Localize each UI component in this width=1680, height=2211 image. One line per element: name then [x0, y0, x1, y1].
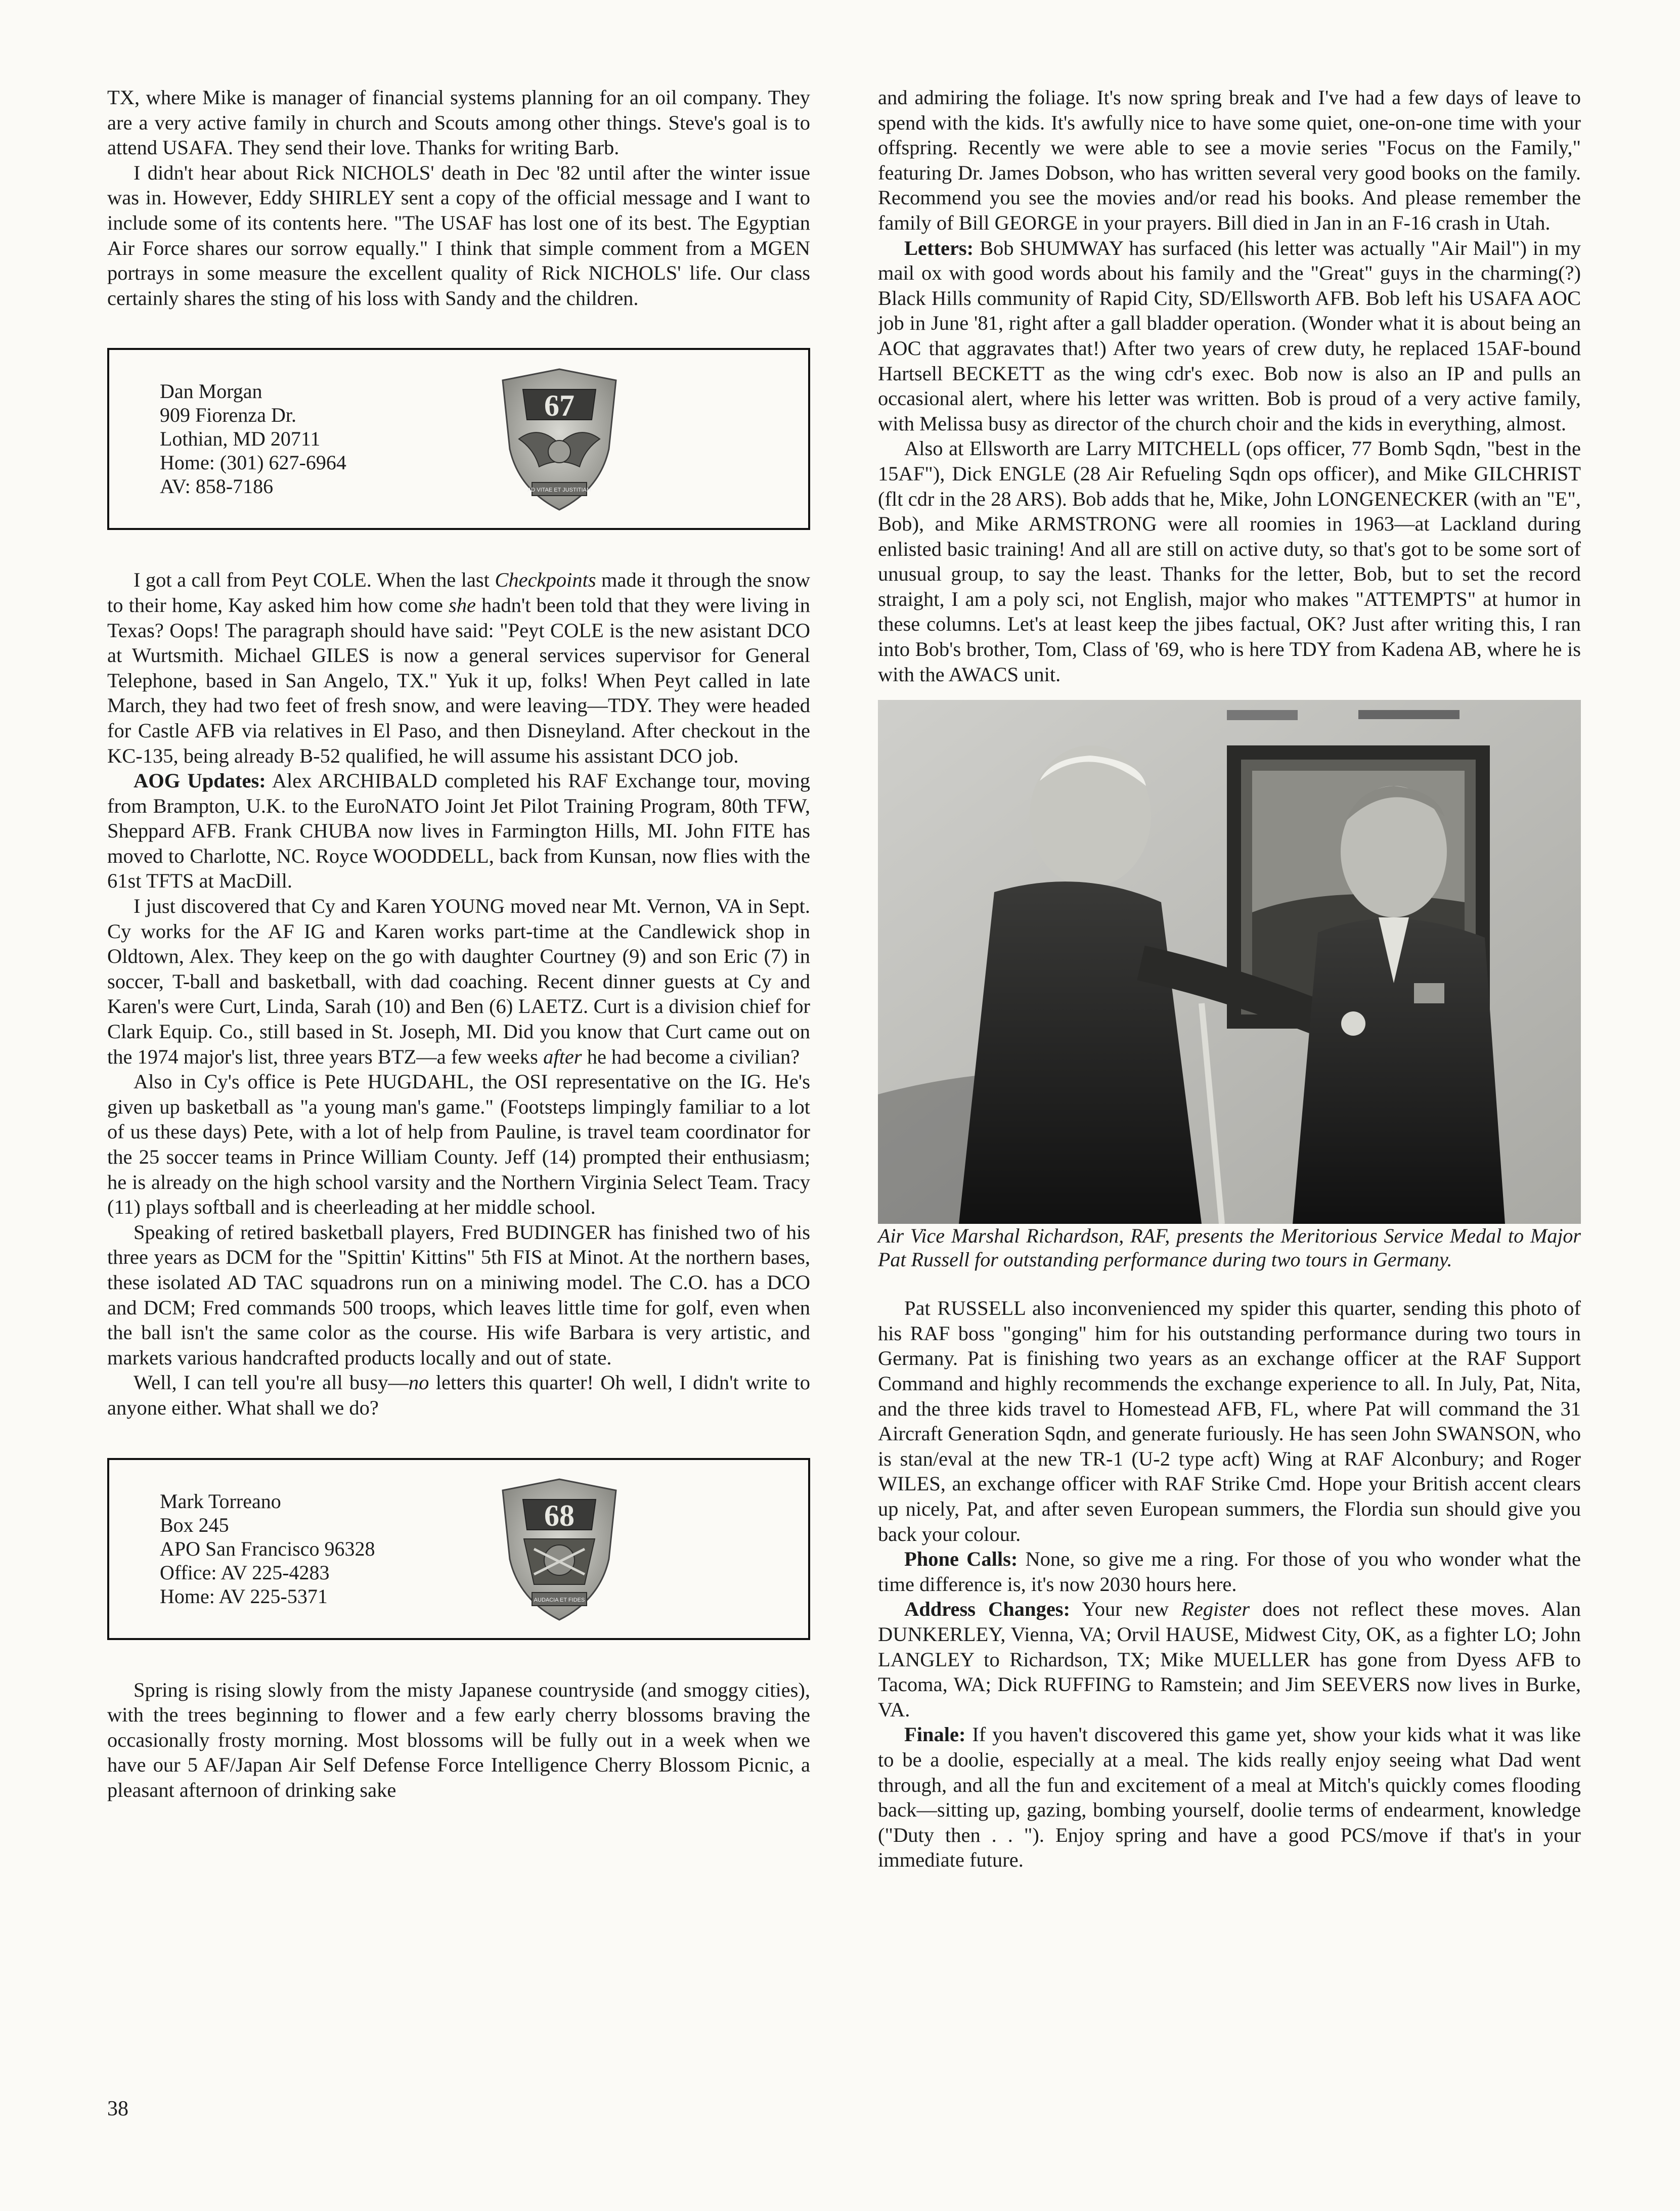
- section-label: AOG Updates:: [134, 769, 266, 792]
- paragraph-address-changes: Address Changes: Your new Register does not reflect these moves. Alan DUNKERLEY, Vienna, VA; Orvil HAUSE, Midwest City, OK, as a fighter LO; John LANGLEY to Richardson, TX; Mike MUELLER has gone from Dyess AFB to Tacoma, WA; Dick RUFFING to Ramstein; and Jim SEEVERS now lives in Burke, VA.: [878, 1598, 1581, 1721]
- paragraph-phone-calls: Phone Calls: None, so give me a ring. For those of you who wonder what the time difference is, it's now 2030 hours here.: [878, 1547, 1581, 1596]
- class-67-crest-icon: [483, 363, 635, 515]
- photo-caption: Air Vice Marshal Richardson, RAF, presents the Meritorious Service Medal to Major Pat Russell for outstanding performance during two tours in Germany.: [878, 1224, 1581, 1271]
- contact-line: Box 245: [160, 1513, 229, 1536]
- section-label: Finale:: [904, 1723, 966, 1746]
- paragraph-young: I just discovered that Cy and Karen YOUNG moved near Mt. Vernon, VA in Sept. Cy works for the AF IG and Karen works part-time at the Candlewick shop in Oldtown, Alex. They keep on the go with daughter Courtney (9) and son Eric (7) in soccer, T-ball and basketball, with dad coaching. Recent dinner guests at Cy and Karen's were Curt, Linda, Sarah (10) and Ben (6) LAETZ. Curt is a division chief for Clark Equip. Co., still based in St. Joseph, MI. Did you know that Curt came out on the 1974 major's list, three years BTZ—a few weeks after he had become a civilian?: [107, 895, 810, 1068]
- right-column: [878, 85, 1581, 1873]
- paragraph-busy: Well, I can tell you're all busy—no letters this quarter! Oh well, I didn't write to anyone either. What shall we do?: [107, 1371, 810, 1419]
- contact-line: Home: AV 225-5371: [160, 1584, 328, 1608]
- contact-line: Office: AV 225-4283: [160, 1561, 330, 1584]
- class-68-crest-icon: [483, 1473, 635, 1625]
- contact-line: Home: (301) 627-6964: [160, 451, 346, 474]
- section-label: Address Changes:: [904, 1598, 1071, 1621]
- paragraph-finale: Finale: If you haven't discovered this game yet, show your kids what it was like to be a doolie, especially at a meal. The kids really enjoy seeing what Dad went through, and all the fun and excitement of a meal at Mitch's quickly comes flooding back—sitting up, gazing, bombing yourself, doolie terms of endearment, knowledge ("Duty then . . "). Enjoy spring and have a good PCS/move if that's in your immediate future.: [878, 1723, 1581, 1872]
- section-label: Phone Calls:: [904, 1547, 1018, 1571]
- paragraph-russell: Pat RUSSELL also inconvenienced my spider this quarter, sending this photo of his RAF boss "gonging" him for his outstanding performance during two tours in Germany. Pat is finishing two years as an exchange officer at the RAF Support Command and highly recommends the exchange experience to all. In July, Pat, Nita, and the three kids travel to Homestead AFB, FL, where Pat will command the 31 Aircraft Generation Sqdn, and generate furiously. He has seen John SWANSON, who is stan/eval at the new TR-1 (U-2 type acft) Wing at RAF Alconbury; and Roger WILES, an exchange officer with RAF Strike Cmd. Hope your British accent clears up nicely, Pat, and after seven European summers, the Flordia sun should give you back your colour.: [878, 1297, 1581, 1545]
- contact-line: 909 Fiorenza Dr.: [160, 404, 296, 427]
- paragraph-aog-updates: AOG Updates: Alex ARCHIBALD completed his RAF Exchange tour, moving from Brampton, U.K. to the EuroNATO Joint Jet Pilot Training Program, 80th TFW, Sheppard AFB. Frank CHUBA now lives in Farmington Hills, MI. John FITE has moved to Charlotte, NC. Royce WOODDELL, back from Kunsan, now flies with the 61st TFTS at MacDill.: [107, 769, 810, 893]
- crest-motto: AD VITAE ET JUSTITIAM: [527, 487, 592, 494]
- contact-line: AV: 858-7186: [160, 475, 274, 498]
- left-column: [107, 85, 810, 1803]
- contact-line: Dan Morgan: [160, 380, 262, 403]
- class-67-contact-box: [107, 348, 810, 530]
- paragraph-ellsworth: Also at Ellsworth are Larry MITCHELL (ops officer, 77 Bomb Sqdn, "best in the 15AF"), Dick ENGLE (28 Air Refueling Sqdn ops officer), and Mike GILCHRIST (flt cdr in the 28 ARS). Bob adds that he, Mike, John LONGENECKER (with an "E", Bob), and Mike ARMSTRONG were all roomies in 1963—at Lackland during enlisted basic training! And all are still on active duty, so that's got to be some sort of unusual group, to say the least. Thanks for the letter, Bob, but to set the record straight, I am a poly sci, not English, major who makes "ATTEMPTS" at humor in these columns. Let's at least keep the jibes factual, OK? Just after writing this, I ran into Bob's brother, Tom, Class of '69, who is here TDY from Kadena AB, where he is with the AWACS unit.: [878, 437, 1581, 686]
- section-label: Letters:: [904, 236, 974, 259]
- medal-ceremony-photo: [878, 700, 1581, 1224]
- paragraph-spring: Spring is rising slowly from the misty Japanese countryside (and smoggy cities), with the trees beginning to flower and a few early cherry blossoms braving the occasionally frosty morning. Most blossoms will be fully out in a week when we have our 5 AF/Japan Air Self Defense Force Intelligence Cherry Blossom Picnic, a pleasant afternoon of drinking sake: [107, 1678, 810, 1801]
- paragraph-hugdahl: Also in Cy's office is Pete HUGDAHL, the OSI representative on the IG. He's given up basketball as "a young man's game." (Footsteps limpingly familiar to a lot of us these days) Pete, with a lot of help from Pauline, is travel team coordinator for the 25 soccer teams in Prince William County. Jeff (14) prompted their enthusiasm; he is already on the high school varsity and the Northern Virginia Select Team. Tracy (11) plays softball and is cheerleading at her middle school.: [107, 1070, 810, 1219]
- paragraph-foliage: and admiring the foliage. It's now spring break and I've had a few days of leave to spend with the kids. It's awfully nice to have some quiet, one-on-one time with your offspring. Recently we were able to see a movie series "Focus on the Family," featuring Dr. James Dobson, who has written several very good books on the family. Recommend you see the movies and/or read his books. And please remember the family of Bill GEORGE in your prayers. Bill died in Jan in an F-16 crash in Utah.: [878, 86, 1581, 234]
- page-number: 38: [107, 2097, 128, 2120]
- paragraph-cole: I got a call from Peyt COLE. When the last Checkpoints made it through the snow to their home, Kay asked him how come she hadn't been told that they were living in Texas? Oops! The paragraph should have said: "Peyt COLE is the new asistant DCO at Wurtsmith. Michael GILES is now a general services supervisor for General Telephone, based in San Angelo, TX." Yuk it up, folks! When Peyt called in late March, they had two feet of fresh snow, and were leaving—TDY. They were headed for Castle AFB via relatives in El Paso, and then Disneyland. After checkout in the KC-135, being already B-52 qualified, he will assume his assistant DCO job.: [107, 568, 811, 767]
- paragraph-letters: Letters: Bob SHUMWAY has surfaced (his letter was actually "Air Mail") in my mail ox with good words about his family and the "Great" guys in the charming(?) Black Hills community of Rapid City, SD/Ellsworth AFB. Bob left his USAFA AOC job in June '81, right after a gall bladder operation. (Wonder what it is about being an AOC that aggravates that!) After two years of crew duty, he replaced 15AF-bound Hartsell BECKETT as the wing cdr's exec. Bob now is also an IP and pulls an occasional alert, where his letter was written. Bob is proud of a very active family, with Melissa busy as director of the church choir and the kids in everything, almost.: [878, 236, 1581, 435]
- contact-line: APO San Francisco 96328: [160, 1537, 375, 1560]
- paragraph-budinger: Speaking of retired basketball players, Fred BUDINGER has finished two of his three years as DCM for the "Spittin' Kittins" 5th FIS at Minot. At the northern bases, these isolated AD TAC squadrons run on a miniwing model. The C.O. has a DCO and DCM; Fred commands 500 troops, which leaves little time for golf, even when the ball isn't the same color as the course. His wife Barbara is very artistic, and markets various handcrafted products locally and out of state.: [107, 1220, 810, 1369]
- class-68-contact-box: [107, 1458, 810, 1640]
- contact-line: Mark Torreano: [160, 1489, 281, 1513]
- crest-number: 68: [544, 1498, 574, 1532]
- crest-number: 67: [544, 389, 574, 423]
- contact-line: Lothian, MD 20711: [160, 427, 321, 451]
- paragraph-continued: TX, where Mike is manager of financial systems planning for an oil company. They are a very active family in church and Scouts among other things. Steve's goal is to attend USAFA. They send their love. Thanks for writing Barb.: [107, 86, 810, 159]
- paragraph-nichols: I didn't hear about Rick NICHOLS' death in Dec '82 until after the winter issue was in. However, Eddy SHIRLEY sent a copy of the official message and I want to include some of its contents here. "The USAF has lost one of its best. The Egyptian Air Force shares our sorrow equally." I think that simple comment from a MGEN portrays in some measure the excellent quality of Rick NICHOLS' life. Our class certainly shares the sting of his loss with Sandy and the children.: [107, 161, 810, 309]
- crest-motto: AUDACIA ET FIDES: [534, 1597, 585, 1603]
